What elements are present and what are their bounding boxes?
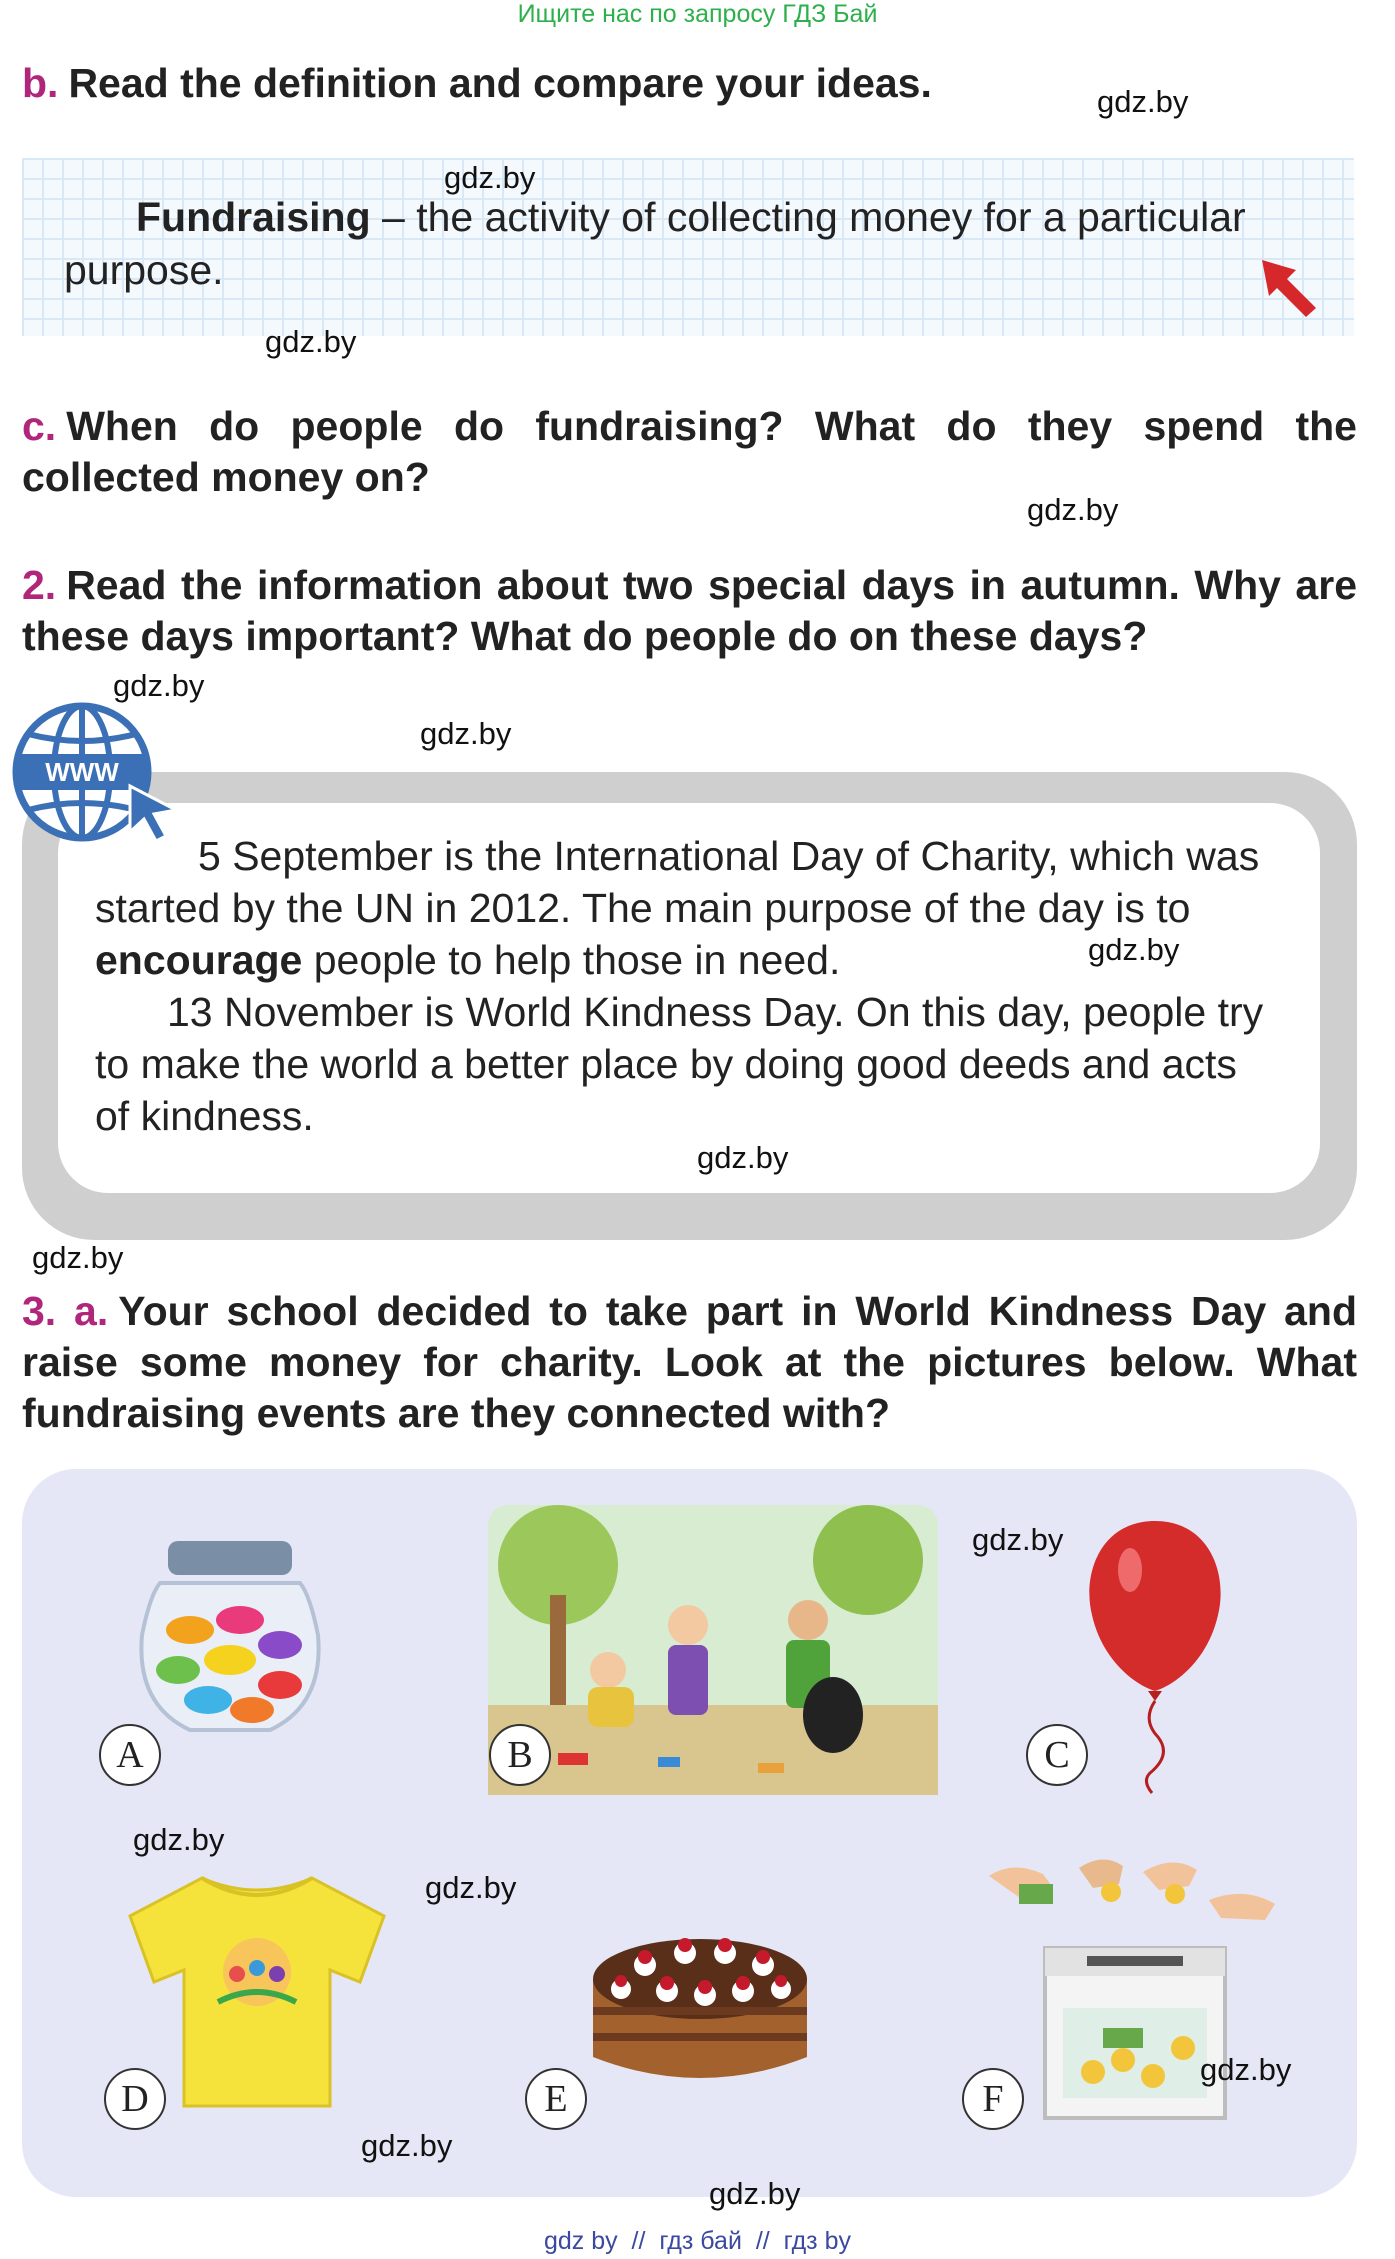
task-b-label: b.	[22, 60, 59, 106]
picture-letter-c: C	[1026, 1724, 1088, 1786]
task-c-text: When do people do fundraising? What do they spend the collected money on?	[22, 403, 1357, 500]
task-c-label: c.	[22, 403, 57, 449]
watermark: gdz.by	[1200, 2052, 1292, 2087]
definition-term: Fundraising	[136, 194, 371, 240]
watermark: gdz.by	[1088, 932, 1180, 967]
picture-letter-e: E	[525, 2068, 587, 2130]
task-b	[22, 58, 1022, 109]
watermark: gdz.by	[265, 324, 357, 359]
watermark: gdz.by	[1027, 492, 1119, 527]
watermark: gdz.by	[1097, 84, 1189, 119]
sweets-jar-icon	[130, 1535, 330, 1740]
info-paragraph-1: 5 September is the International Day of Charity, which was started by the UN in 2012. The main purpose of the day is to encourage people to help those in need.	[95, 833, 1260, 983]
picture-letter-f: F	[962, 2068, 1024, 2130]
task-2-text: Read the information about two special days in autumn. Why are these days important? What do people do on these days?	[22, 562, 1357, 659]
task-3a-text: Your school decided to take part in World Kindness Day and raise some money for charity. Look at the pictures below. What fundraising events are they connected with?	[22, 1288, 1358, 1436]
watermark: gdz.by	[32, 1240, 124, 1275]
definition-body: – the activity of collecting money for a particular purpose.	[64, 194, 1246, 293]
info-text	[95, 830, 1280, 1142]
www-label: WWW	[45, 757, 119, 787]
watermark: gdz.by	[113, 668, 205, 703]
watermark: gdz.by	[133, 1822, 225, 1857]
picture-letter-d: D	[104, 2068, 166, 2130]
picture-letter-a: A	[99, 1724, 161, 1786]
definition-text	[64, 191, 1314, 297]
encourage-word: encourage	[95, 937, 303, 983]
red-balloon-icon	[1080, 1515, 1230, 1795]
picture-letter-b: B	[489, 1724, 551, 1786]
task-c	[22, 401, 1357, 503]
task-2	[22, 560, 1357, 662]
watermark: gdz.by	[709, 2176, 801, 2211]
watermark: gdz.by	[444, 160, 536, 195]
task-3a-label: 3. a.	[22, 1288, 109, 1334]
task-3a	[22, 1286, 1357, 1439]
watermark: gdz.by	[420, 716, 512, 751]
task-2-label: 2.	[22, 562, 57, 608]
watermark: gdz.by	[361, 2128, 453, 2163]
cherry-cake-icon	[585, 1915, 815, 2095]
bottom-links[interactable]: gdz by // гдз бай // гдз by	[543, 2227, 851, 2255]
info-paragraph-2: 13 November is World Kindness Day. On this day, people try to make the world a better place by doing good deeds and acts of kindness.	[95, 989, 1264, 1139]
task-b-text: Read the definition and compare your ideas.	[68, 60, 932, 106]
watermark: gdz.by	[972, 1522, 1064, 1557]
red-arrow-icon	[1260, 258, 1320, 320]
www-globe-icon	[8, 700, 178, 845]
watermark: gdz.by	[697, 1140, 789, 1175]
top-banner[interactable]: Ищите нас по запросу ГДЗ Бай	[517, 0, 878, 28]
yellow-tshirt-icon	[122, 1872, 392, 2112]
watermark: gdz.by	[425, 1870, 517, 1905]
litter-cleanup-icon	[488, 1505, 938, 1795]
